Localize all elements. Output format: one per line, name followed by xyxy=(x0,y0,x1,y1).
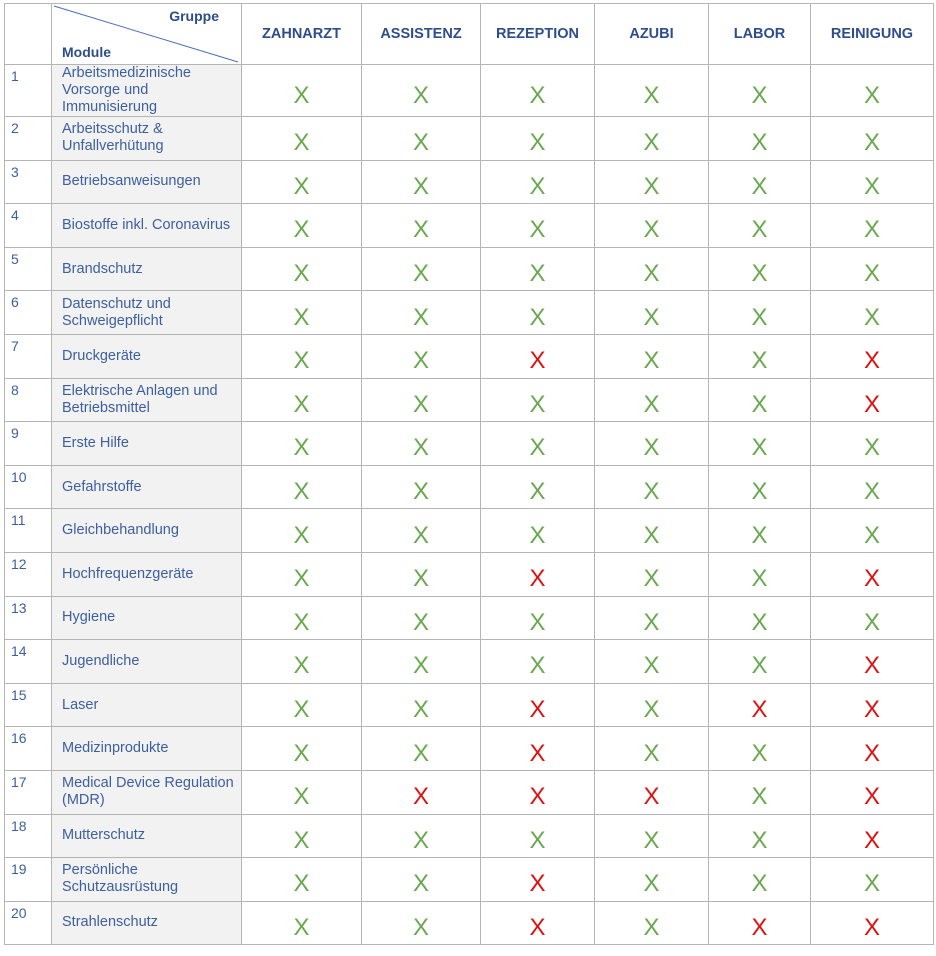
column-header-labor: LABOR xyxy=(709,4,811,65)
table-row xyxy=(5,204,934,248)
row-number: 19 xyxy=(5,858,52,902)
column-header-assistenz: ASSISTENZ xyxy=(362,4,481,65)
check-mark-green: X xyxy=(811,465,934,509)
table-row xyxy=(5,65,934,117)
check-mark-green: X xyxy=(709,465,811,509)
row-number: 16 xyxy=(5,727,52,771)
check-mark-green: X xyxy=(595,160,709,204)
check-mark-red: X xyxy=(811,378,934,422)
check-mark-green: X xyxy=(242,117,362,161)
column-header-azubi: AZUBI xyxy=(595,4,709,65)
check-mark-green: X xyxy=(709,422,811,466)
check-mark-green: X xyxy=(595,814,709,858)
corner-group-label: Gruppe xyxy=(169,8,219,24)
module-name: Biostoffe inkl. Coronavirus xyxy=(52,204,242,248)
check-mark-green: X xyxy=(709,378,811,422)
check-mark-red: X xyxy=(481,727,595,771)
check-mark-green: X xyxy=(595,117,709,161)
check-mark-green: X xyxy=(595,901,709,945)
row-number: 14 xyxy=(5,640,52,684)
module-name: Strahlenschutz xyxy=(52,901,242,945)
check-mark-green: X xyxy=(362,683,481,727)
check-mark-green: X xyxy=(811,596,934,640)
row-number: 2 xyxy=(5,117,52,161)
check-mark-green: X xyxy=(362,160,481,204)
check-mark-green: X xyxy=(362,204,481,248)
check-mark-green: X xyxy=(242,858,362,902)
table-row xyxy=(5,901,934,945)
check-mark-green: X xyxy=(595,552,709,596)
module-name: Jugendliche xyxy=(52,640,242,684)
check-mark-green: X xyxy=(242,727,362,771)
table-row xyxy=(5,291,934,335)
check-mark-green: X xyxy=(709,770,811,814)
check-mark-red: X xyxy=(811,814,934,858)
table-row xyxy=(5,378,934,422)
module-name: Druckgeräte xyxy=(52,334,242,378)
check-mark-red: X xyxy=(709,683,811,727)
check-mark-green: X xyxy=(811,160,934,204)
check-mark-green: X xyxy=(242,770,362,814)
check-mark-red: X xyxy=(362,770,481,814)
module-name: Arbeitsschutz & Unfallverhütung xyxy=(52,117,242,161)
header-row xyxy=(5,4,934,65)
check-mark-red: X xyxy=(595,770,709,814)
check-mark-green: X xyxy=(481,204,595,248)
check-mark-red: X xyxy=(481,770,595,814)
check-mark-green: X xyxy=(481,378,595,422)
check-mark-green: X xyxy=(811,509,934,553)
corner-module-label: Module xyxy=(62,44,111,60)
check-mark-green: X xyxy=(481,247,595,291)
row-number: 5 xyxy=(5,247,52,291)
check-mark-green: X xyxy=(595,509,709,553)
check-mark-red: X xyxy=(481,858,595,902)
check-mark-green: X xyxy=(362,291,481,335)
check-mark-green: X xyxy=(481,465,595,509)
check-mark-green: X xyxy=(709,160,811,204)
check-mark-green: X xyxy=(811,422,934,466)
check-mark-green: X xyxy=(595,465,709,509)
check-mark-green: X xyxy=(481,422,595,466)
check-mark-green: X xyxy=(242,640,362,684)
check-mark-green: X xyxy=(362,334,481,378)
module-name: Persönliche Schutzausrüstung xyxy=(52,858,242,902)
check-mark-green: X xyxy=(709,640,811,684)
corner-cell xyxy=(52,4,242,65)
check-mark-green: X xyxy=(362,858,481,902)
table-row xyxy=(5,465,934,509)
check-mark-green: X xyxy=(595,683,709,727)
check-mark-green: X xyxy=(811,291,934,335)
check-mark-green: X xyxy=(362,640,481,684)
table-row xyxy=(5,160,934,204)
table-row xyxy=(5,858,934,902)
row-number: 12 xyxy=(5,552,52,596)
row-number: 4 xyxy=(5,204,52,248)
check-mark-green: X xyxy=(362,727,481,771)
row-number: 7 xyxy=(5,334,52,378)
check-mark-green: X xyxy=(595,640,709,684)
check-mark-green: X xyxy=(811,117,934,161)
check-mark-green: X xyxy=(709,727,811,771)
check-mark-red: X xyxy=(811,683,934,727)
check-mark-red: X xyxy=(709,901,811,945)
module-name: Datenschutz und Schweigepflicht xyxy=(52,291,242,335)
check-mark-green: X xyxy=(709,596,811,640)
check-mark-green: X xyxy=(481,596,595,640)
table-row xyxy=(5,596,934,640)
check-mark-red: X xyxy=(481,552,595,596)
table-body xyxy=(5,65,934,945)
module-name: Medizinprodukte xyxy=(52,727,242,771)
check-mark-green: X xyxy=(709,247,811,291)
check-mark-green: X xyxy=(242,378,362,422)
column-header-rezeption: REZEPTION xyxy=(481,4,595,65)
check-mark-green: X xyxy=(811,858,934,902)
check-mark-green: X xyxy=(811,204,934,248)
check-mark-green: X xyxy=(811,247,934,291)
check-mark-green: X xyxy=(242,65,362,117)
column-header-reinigung: REINIGUNG xyxy=(811,4,934,65)
module-name: Arbeitsmedizinische Vorsorge und Immunisierung xyxy=(52,65,242,117)
table-row xyxy=(5,117,934,161)
check-mark-green: X xyxy=(242,465,362,509)
table-row xyxy=(5,683,934,727)
check-mark-green: X xyxy=(595,422,709,466)
check-mark-green: X xyxy=(811,65,934,117)
check-mark-green: X xyxy=(481,509,595,553)
module-name: Gefahrstoffe xyxy=(52,465,242,509)
table-row xyxy=(5,727,934,771)
corner-blank-cell xyxy=(5,4,52,65)
check-mark-green: X xyxy=(709,65,811,117)
table-row xyxy=(5,334,934,378)
module-name: Gleichbehandlung xyxy=(52,509,242,553)
check-mark-red: X xyxy=(811,640,934,684)
check-mark-green: X xyxy=(242,334,362,378)
row-number: 17 xyxy=(5,770,52,814)
row-number: 15 xyxy=(5,683,52,727)
check-mark-green: X xyxy=(481,117,595,161)
module-name: Laser xyxy=(52,683,242,727)
check-mark-green: X xyxy=(242,247,362,291)
check-mark-green: X xyxy=(595,727,709,771)
module-name: Mutterschutz xyxy=(52,814,242,858)
check-mark-green: X xyxy=(595,291,709,335)
table-row xyxy=(5,509,934,553)
row-number: 3 xyxy=(5,160,52,204)
module-name: Brandschutz xyxy=(52,247,242,291)
check-mark-red: X xyxy=(481,683,595,727)
check-mark-green: X xyxy=(481,160,595,204)
check-mark-green: X xyxy=(362,422,481,466)
table-row xyxy=(5,640,934,684)
module-name: Medical Device Regulation (MDR) xyxy=(52,770,242,814)
table-row xyxy=(5,422,934,466)
row-number: 9 xyxy=(5,422,52,466)
check-mark-green: X xyxy=(362,814,481,858)
check-mark-red: X xyxy=(481,901,595,945)
module-name: Erste Hilfe xyxy=(52,422,242,466)
check-mark-green: X xyxy=(242,596,362,640)
row-number: 1 xyxy=(5,65,52,117)
row-number: 20 xyxy=(5,901,52,945)
check-mark-green: X xyxy=(481,640,595,684)
check-mark-green: X xyxy=(242,814,362,858)
table-row xyxy=(5,814,934,858)
check-mark-red: X xyxy=(811,727,934,771)
check-mark-green: X xyxy=(362,509,481,553)
check-mark-green: X xyxy=(242,422,362,466)
check-mark-green: X xyxy=(595,204,709,248)
check-mark-green: X xyxy=(362,117,481,161)
check-mark-green: X xyxy=(481,291,595,335)
check-mark-green: X xyxy=(595,65,709,117)
module-name: Hygiene xyxy=(52,596,242,640)
check-mark-green: X xyxy=(595,378,709,422)
check-mark-green: X xyxy=(595,334,709,378)
check-mark-green: X xyxy=(362,65,481,117)
check-mark-red: X xyxy=(481,334,595,378)
row-number: 10 xyxy=(5,465,52,509)
check-mark-green: X xyxy=(709,858,811,902)
table-row xyxy=(5,552,934,596)
check-mark-green: X xyxy=(362,596,481,640)
check-mark-green: X xyxy=(481,814,595,858)
table-row xyxy=(5,770,934,814)
module-name: Hochfrequenzgeräte xyxy=(52,552,242,596)
check-mark-green: X xyxy=(595,247,709,291)
check-mark-green: X xyxy=(709,814,811,858)
check-mark-green: X xyxy=(362,247,481,291)
check-mark-green: X xyxy=(709,509,811,553)
check-mark-red: X xyxy=(811,770,934,814)
row-number: 11 xyxy=(5,509,52,553)
module-name: Elektrische Anlagen und Betriebsmittel xyxy=(52,378,242,422)
row-number: 13 xyxy=(5,596,52,640)
row-number: 18 xyxy=(5,814,52,858)
check-mark-green: X xyxy=(362,901,481,945)
check-mark-green: X xyxy=(242,160,362,204)
check-mark-green: X xyxy=(242,901,362,945)
check-mark-green: X xyxy=(362,552,481,596)
check-mark-green: X xyxy=(362,465,481,509)
check-mark-green: X xyxy=(242,204,362,248)
check-mark-green: X xyxy=(709,291,811,335)
check-mark-green: X xyxy=(242,552,362,596)
check-mark-red: X xyxy=(811,552,934,596)
column-header-zahnarzt: ZAHNARZT xyxy=(242,4,362,65)
check-mark-green: X xyxy=(595,596,709,640)
module-matrix-table xyxy=(4,3,934,945)
check-mark-green: X xyxy=(481,65,595,117)
check-mark-green: X xyxy=(362,378,481,422)
table-row xyxy=(5,247,934,291)
check-mark-green: X xyxy=(242,509,362,553)
check-mark-red: X xyxy=(811,334,934,378)
check-mark-red: X xyxy=(811,901,934,945)
check-mark-green: X xyxy=(709,552,811,596)
row-number: 8 xyxy=(5,378,52,422)
row-number: 6 xyxy=(5,291,52,335)
check-mark-green: X xyxy=(242,291,362,335)
check-mark-green: X xyxy=(709,117,811,161)
check-mark-green: X xyxy=(595,858,709,902)
check-mark-green: X xyxy=(242,683,362,727)
check-mark-green: X xyxy=(709,334,811,378)
module-name: Betriebsanweisungen xyxy=(52,160,242,204)
check-mark-green: X xyxy=(709,204,811,248)
